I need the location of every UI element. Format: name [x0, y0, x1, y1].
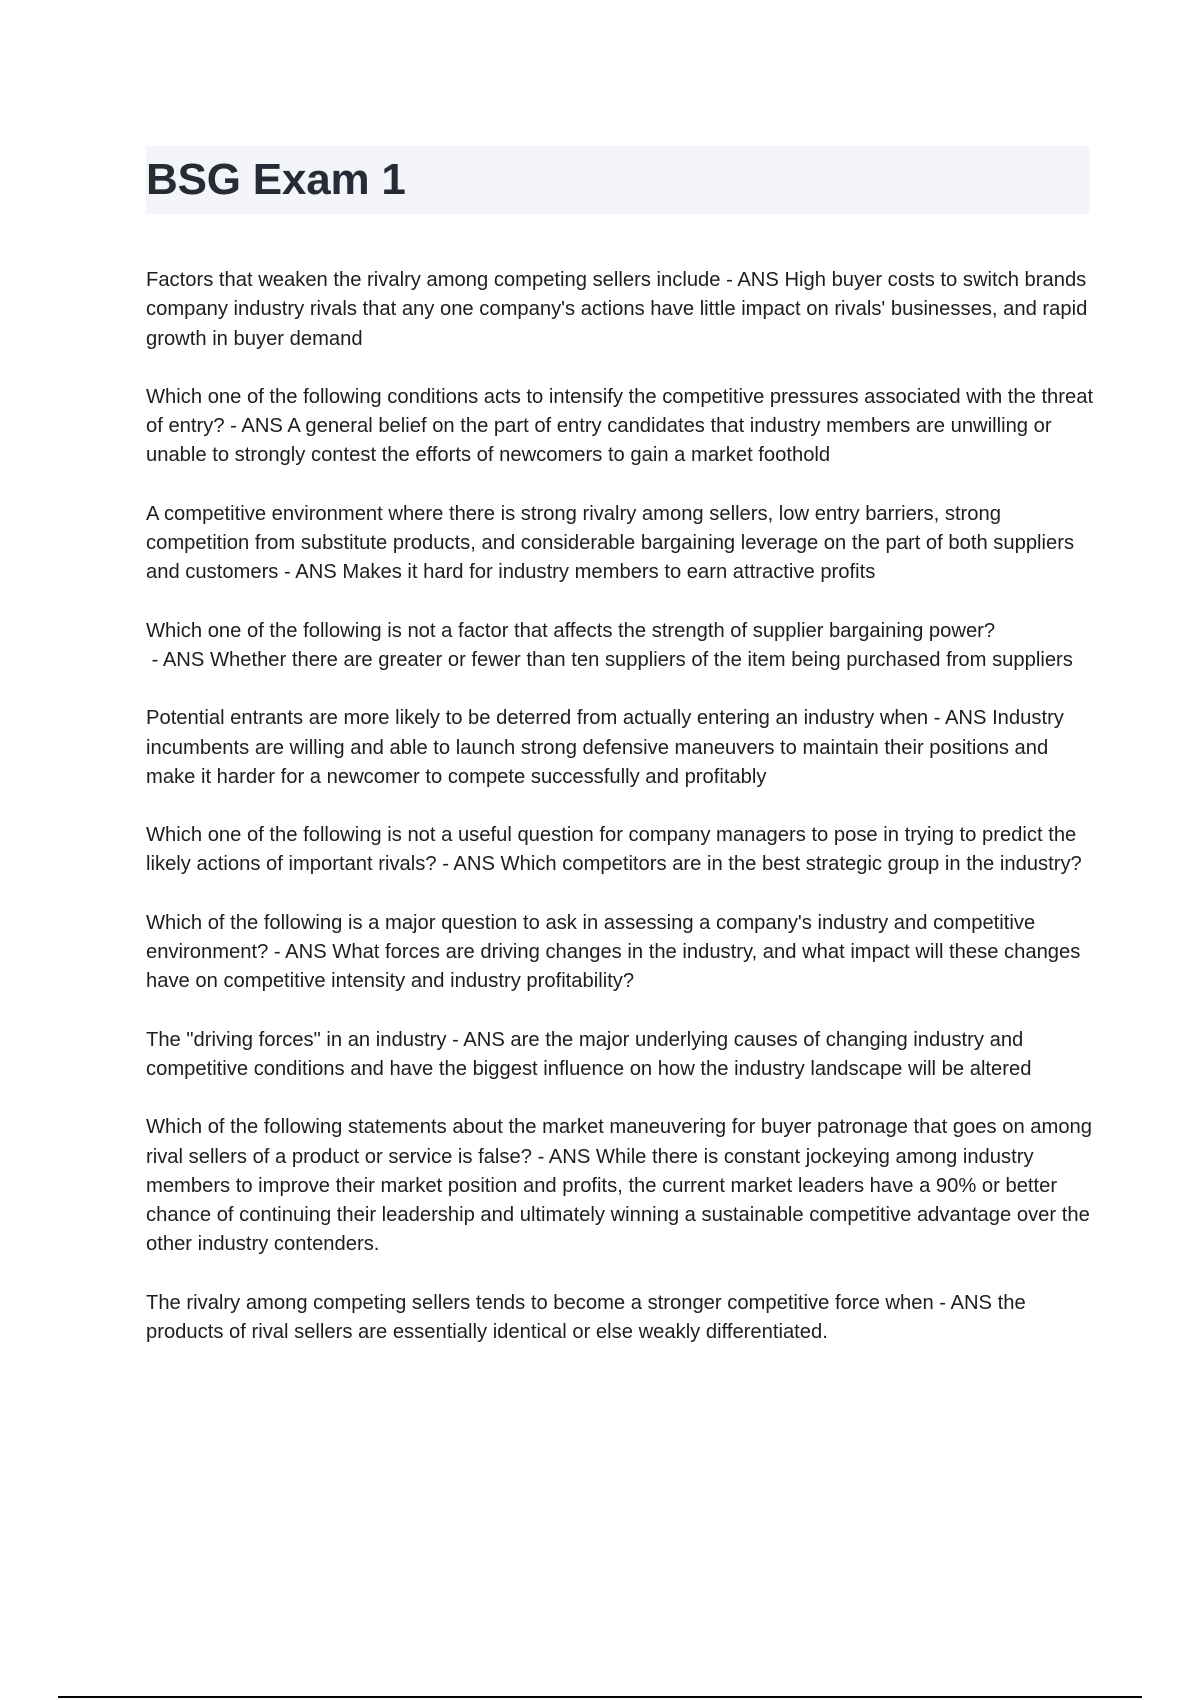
question-text: A competitive environment where there is strong rivalry among sellers, low entry barriers, strong competition from substitute products, and considerable bargaining leverage on the part of both suppliers and customers [146, 502, 1075, 584]
question-text: The rivalry among competing sellers tends to become a stronger competitive force when [146, 1291, 934, 1314]
question-text: The "driving forces" in an industry [146, 1028, 447, 1051]
answer-text: the products of rival sellers are essentially identical or else weakly differentiated. [146, 1291, 1026, 1344]
answer-separator: - ANS [268, 941, 333, 964]
question-text: Which of the following is a major question to ask in assessing a company's industry and competitive environment? [146, 911, 1036, 964]
page-title: BSG Exam 1 [146, 155, 406, 204]
answer-text: While there is constant jockeying among industry members to improve their market position and profits, the current market leaders have a 90% or better chance of continuing their leadership and ultimately winning a sustainable competitive advantage over the other industry contenders. [146, 1145, 1090, 1256]
answer-separator: - ANS [224, 415, 288, 438]
answer-separator: - ANS [278, 561, 343, 584]
answer-separator: - ANS [933, 1291, 998, 1314]
qa-item [146, 821, 1096, 880]
footer-rule [58, 1696, 1142, 1698]
qa-item [146, 1113, 1096, 1259]
answer-text: A general belief on the part of entry candidates that industry members are unwilling or unable to strongly contest the efforts of newcomers to gain a market foothold [146, 415, 1052, 467]
answer-text: What forces are driving changes in the industry, and what impact will these changes have on competitive intensity and industry profitability? [146, 941, 1081, 993]
answer-separator: - ANS [436, 853, 501, 876]
answer-text: Makes it hard for industry members to earn attractive profits [342, 561, 876, 584]
answer-text: are the major underlying causes of changing industry and competitive conditions and have the biggest influence on how the industry landscape will be altered [146, 1028, 1032, 1080]
qa-item [146, 500, 1096, 588]
question-text: Factors that weaken the rivalry among competing sellers include [146, 269, 721, 291]
answer-separator: - ANS [531, 1145, 596, 1168]
answer-text: Which competitors are in the best strategic group in the industry? [500, 853, 1082, 876]
answer-separator: - ANS [928, 707, 993, 730]
question-text: Which one of the following is not a useful question for company managers to pose in trying to predict the likely actions of important rivals? [146, 824, 1077, 876]
qa-item [146, 1289, 1096, 1348]
answer-text: High buyer costs to switch brands company industry rivals that any one company's actions have little impact on rivals' businesses, and rapid growth in buyer demand [146, 269, 1088, 350]
qa-item [146, 383, 1096, 471]
answer-separator: - ANS [146, 648, 210, 671]
question-text: Which one of the following is not a factor that affects the strength of supplier bargaining power? [146, 619, 996, 642]
question-text: Which one of the following conditions acts to intensify the competitive pressures associated with the threat of entry? [146, 385, 1094, 438]
title-banner [146, 146, 1090, 214]
qa-list [146, 266, 1096, 1376]
answer-separator: - ANS [446, 1028, 511, 1051]
qa-item [146, 1026, 1096, 1085]
qa-item [146, 266, 1096, 354]
answer-text: Whether there are greater or fewer than ten suppliers of the item being purchased from suppliers [209, 648, 1073, 671]
question-text: Which of the following statements about the market maneuvering for buyer patronage that goes on among rival sellers of a product or service is false? [146, 1116, 1093, 1168]
answer-separator: - ANS [720, 269, 785, 291]
qa-item [146, 704, 1096, 792]
answer-text: Industry incumbents are willing and able to launch strong defensive maneuvers to maintain their positions and make it harder for a newcomer to compete successfully and profitably [146, 707, 1064, 788]
question-text: Potential entrants are more likely to be deterred from actually entering an industry when [146, 707, 929, 730]
qa-item [146, 909, 1096, 997]
qa-item [146, 617, 1096, 676]
